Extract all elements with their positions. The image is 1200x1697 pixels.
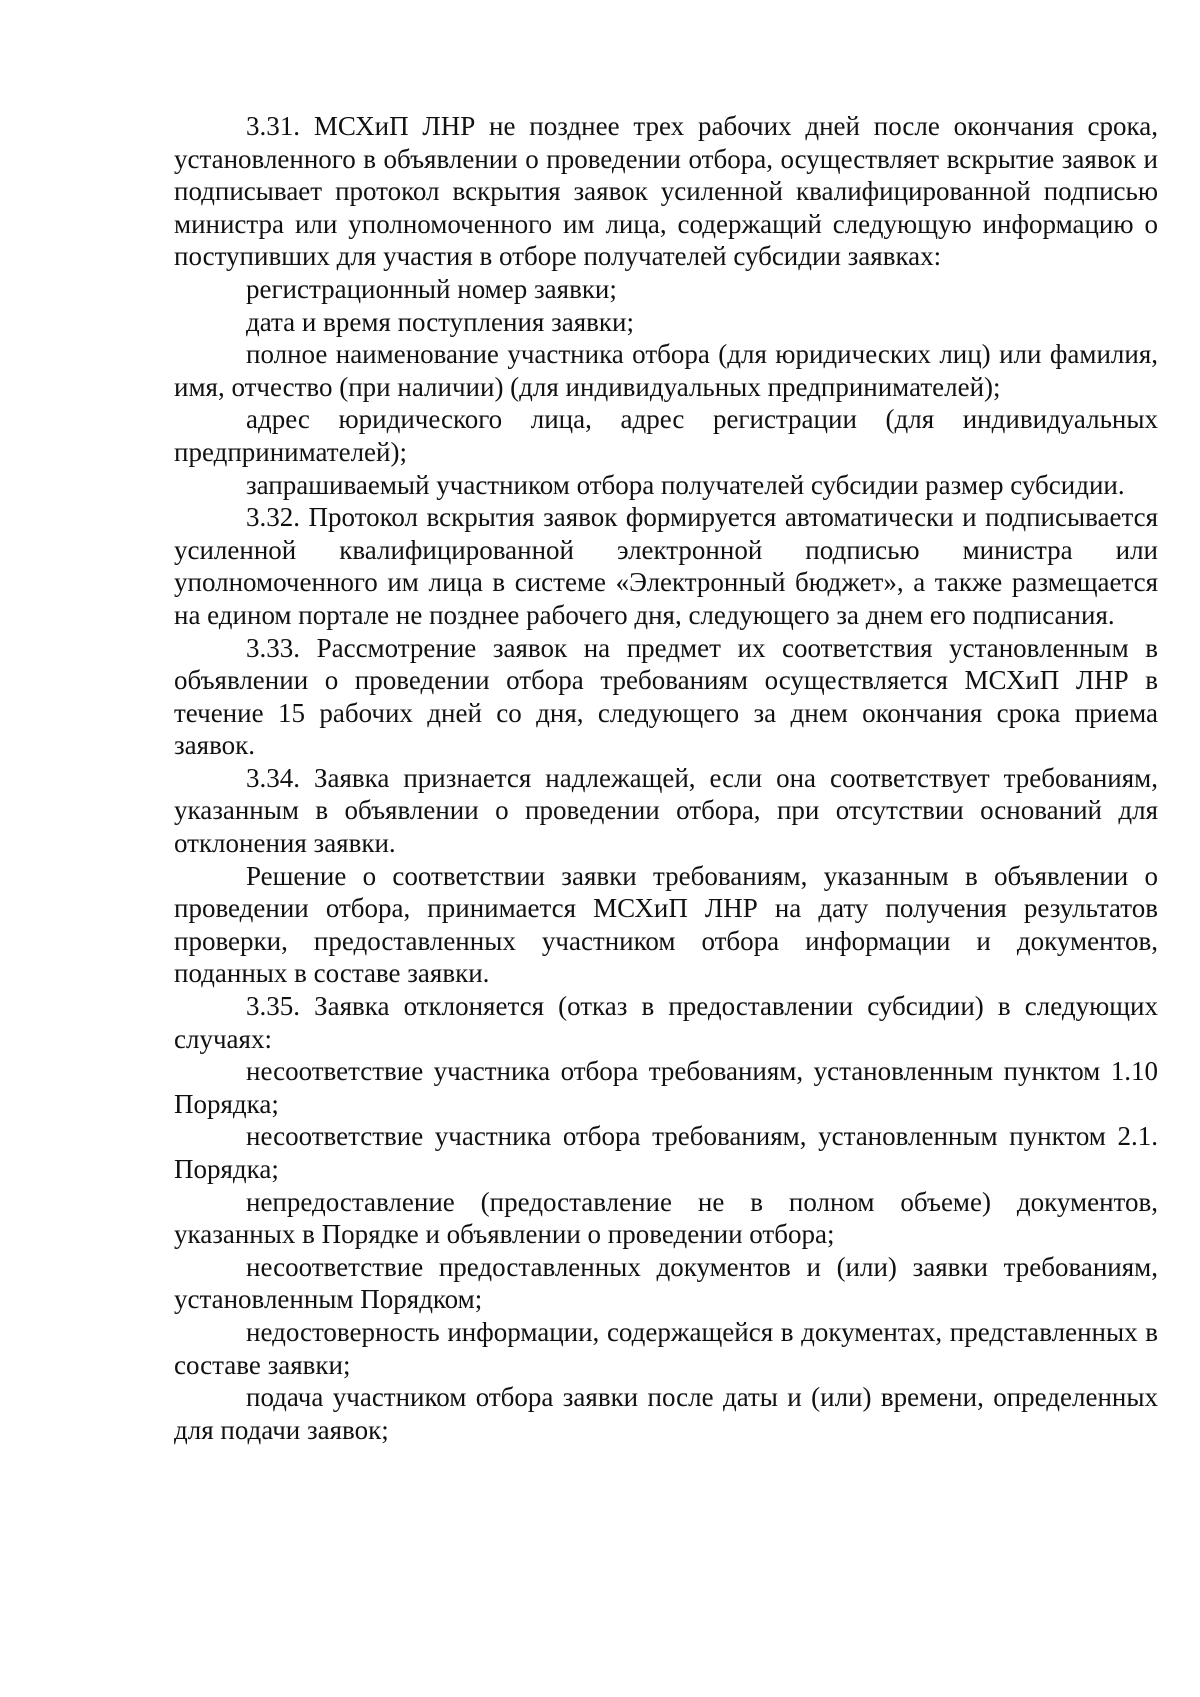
list-item: адрес юридического лица, адрес регистрации (для индивидуальных предпринимателей);: [174, 404, 1158, 467]
list-item: недостоверность информации, содержащейся в документах, представленных в составе заявки;: [174, 1316, 1158, 1380]
list-item: непредоставление (предоставление не в полном объеме) документов, указанных в Порядке и объявлении о проведении отбора;: [174, 1186, 1158, 1250]
list-item: дата и время поступления заявки;: [246, 306, 634, 337]
paragraph-3-33: 3.33. Рассмотрение заявок на предмет их соответствия установленным в объявлении о проведении отбора требованиям осуществляется МСХиП ЛНР в течение 15 рабочих дней со дня, следующего за днем окончания срока приема заявок.: [174, 632, 1158, 761]
paragraph-3-32: 3.32. Протокол вскрытия заявок формируется автоматически и подписывается усиленной квалифицированной электронной подписью министра или уполномоченного им лица в системе «Электронный бюджет», а также размещается на едином портале не позднее рабочего дня, следующего за днем его подписания.: [174, 502, 1158, 630]
list-item: несоответствие участника отбора требованиям, установленным пунктом 1.10 Порядка;: [174, 1056, 1158, 1119]
list-item: подача участником отбора заявки после даты и (или) времени, определенных для подачи заявок;: [174, 1382, 1158, 1445]
list-item: регистрационный номер заявки;: [246, 273, 617, 304]
paragraph-3-31: 3.31. МСХиП ЛНР не позднее трех рабочих дней после окончания срока, установленного в объявлении о проведении отбора, осуществляет вскрытие заявок и подписывает протокол вскрытия заявок усиленной квалифицированной подписью министра или уполномоченного им лица, содержащий следующую информацию о поступивших для участия в отборе получателей субсидии заявках:: [174, 111, 1158, 272]
list-item: запрашиваемый участником отбора получателей субсидии размер субсидии.: [246, 469, 1125, 500]
paragraph-3-35: 3.35. Заявка отклоняется (отказ в предоставлении субсидии) в следующих случаях:: [174, 991, 1158, 1054]
list-item: несоответствие предоставленных документов и (или) заявки требованиям, установленным Порядком;: [174, 1251, 1158, 1315]
paragraph-3-34: 3.34. Заявка признается надлежащей, если она соответствует требованиям, указанным в объявлении о проведении отбора, при отсутствии оснований для отклонения заявки.: [174, 762, 1158, 859]
paragraph: Решение о соответствии заявки требованиям, указанным в объявлении о проведении отбора, принимается МСХиП ЛНР на дату получения результатов проверки, предоставленных участником отбора информации и документов, поданных в составе заявки.: [174, 860, 1158, 989]
list-item: несоответствие участника отбора требованиям, установленным пунктом 2.1. Порядка;: [174, 1121, 1158, 1184]
list-item: полное наименование участника отбора (для юридических лиц) или фамилия, имя, отчество (при наличии) (для индивидуальных предпринимателей);: [174, 339, 1158, 402]
